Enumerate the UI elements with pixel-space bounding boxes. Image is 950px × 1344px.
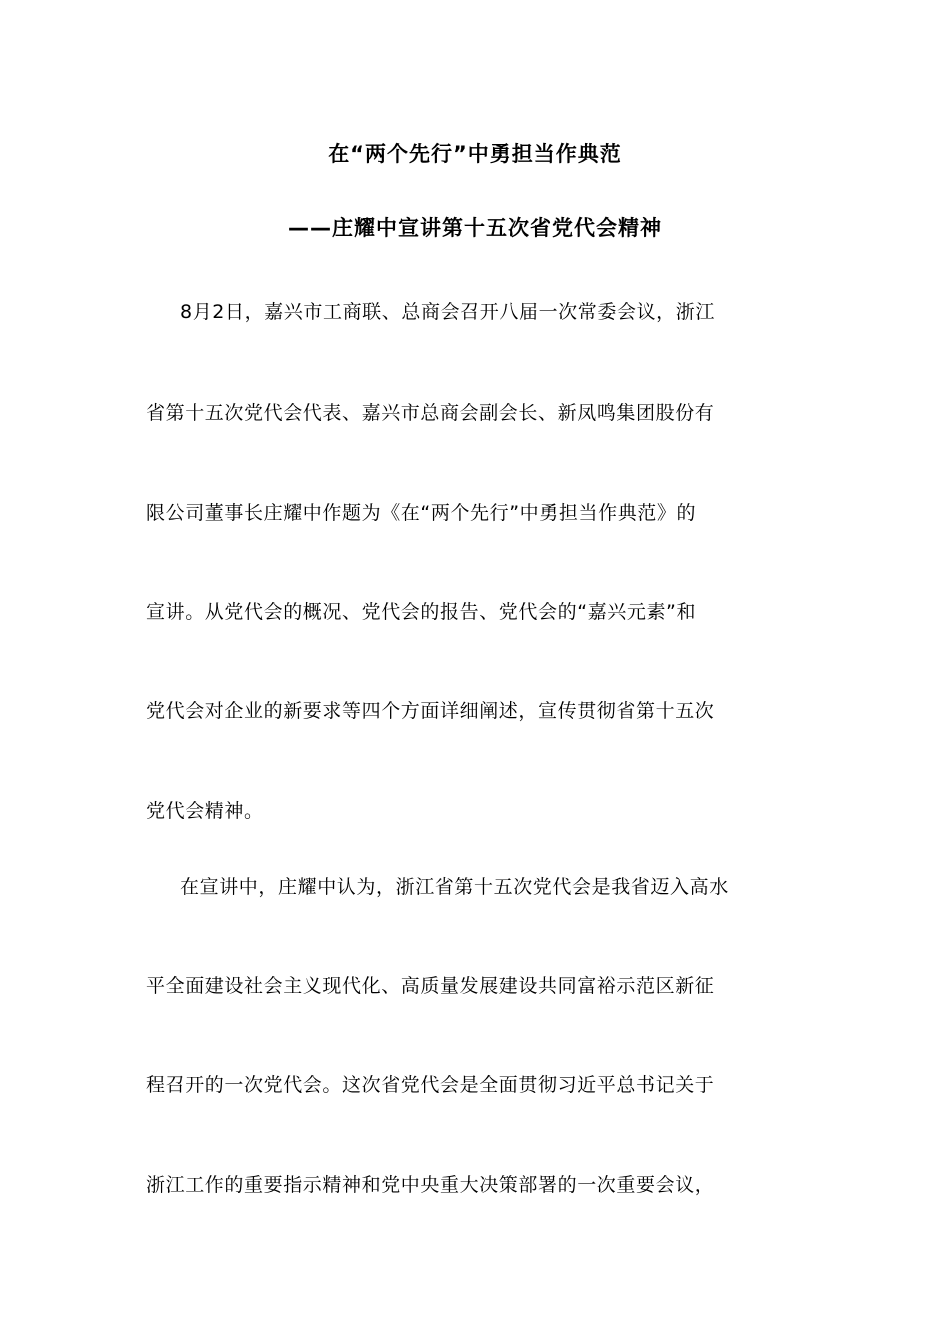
paragraph-1-line-3: 限公司董事长庄耀中作题为《在“两个先行”中勇担当作典范》的 xyxy=(146,502,697,524)
document-subtitle: ——庄耀中宣讲第十五次省党代会精神 xyxy=(288,216,662,240)
paragraph-1-line-1: 8月2日，嘉兴市工商联、总商会召开八届一次常委会议，浙江 xyxy=(180,301,715,323)
paragraph-2-line-1: 在宣讲中，庄耀中认为，浙江省第十五次党代会是我省迈入高水 xyxy=(180,876,729,898)
paragraph-1-line-2: 省第十五次党代会代表、嘉兴市总商会副会长、新凤鸣集团股份有 xyxy=(146,402,715,424)
paragraph-2-line-2: 平全面建设社会主义现代化、高质量发展建设共同富裕示范区新征 xyxy=(146,975,715,997)
paragraph-2-line-3: 程召开的一次党代会。这次省党代会是全面贯彻习近平总书记关于 xyxy=(146,1074,715,1096)
document-title: 在“两个先行”中勇担当作典范 xyxy=(328,142,622,166)
paragraph-1-line-4: 宣讲。从党代会的概况、党代会的报告、党代会的“嘉兴元素”和 xyxy=(146,601,697,623)
paragraph-1-line-6: 党代会精神。 xyxy=(146,800,264,822)
paragraph-2-line-4: 浙江工作的重要指示精神和党中央重大决策部署的一次重要会议， xyxy=(146,1174,715,1196)
paragraph-1-line-5: 党代会对企业的新要求等四个方面详细阐述，宣传贯彻省第十五次 xyxy=(146,700,715,722)
